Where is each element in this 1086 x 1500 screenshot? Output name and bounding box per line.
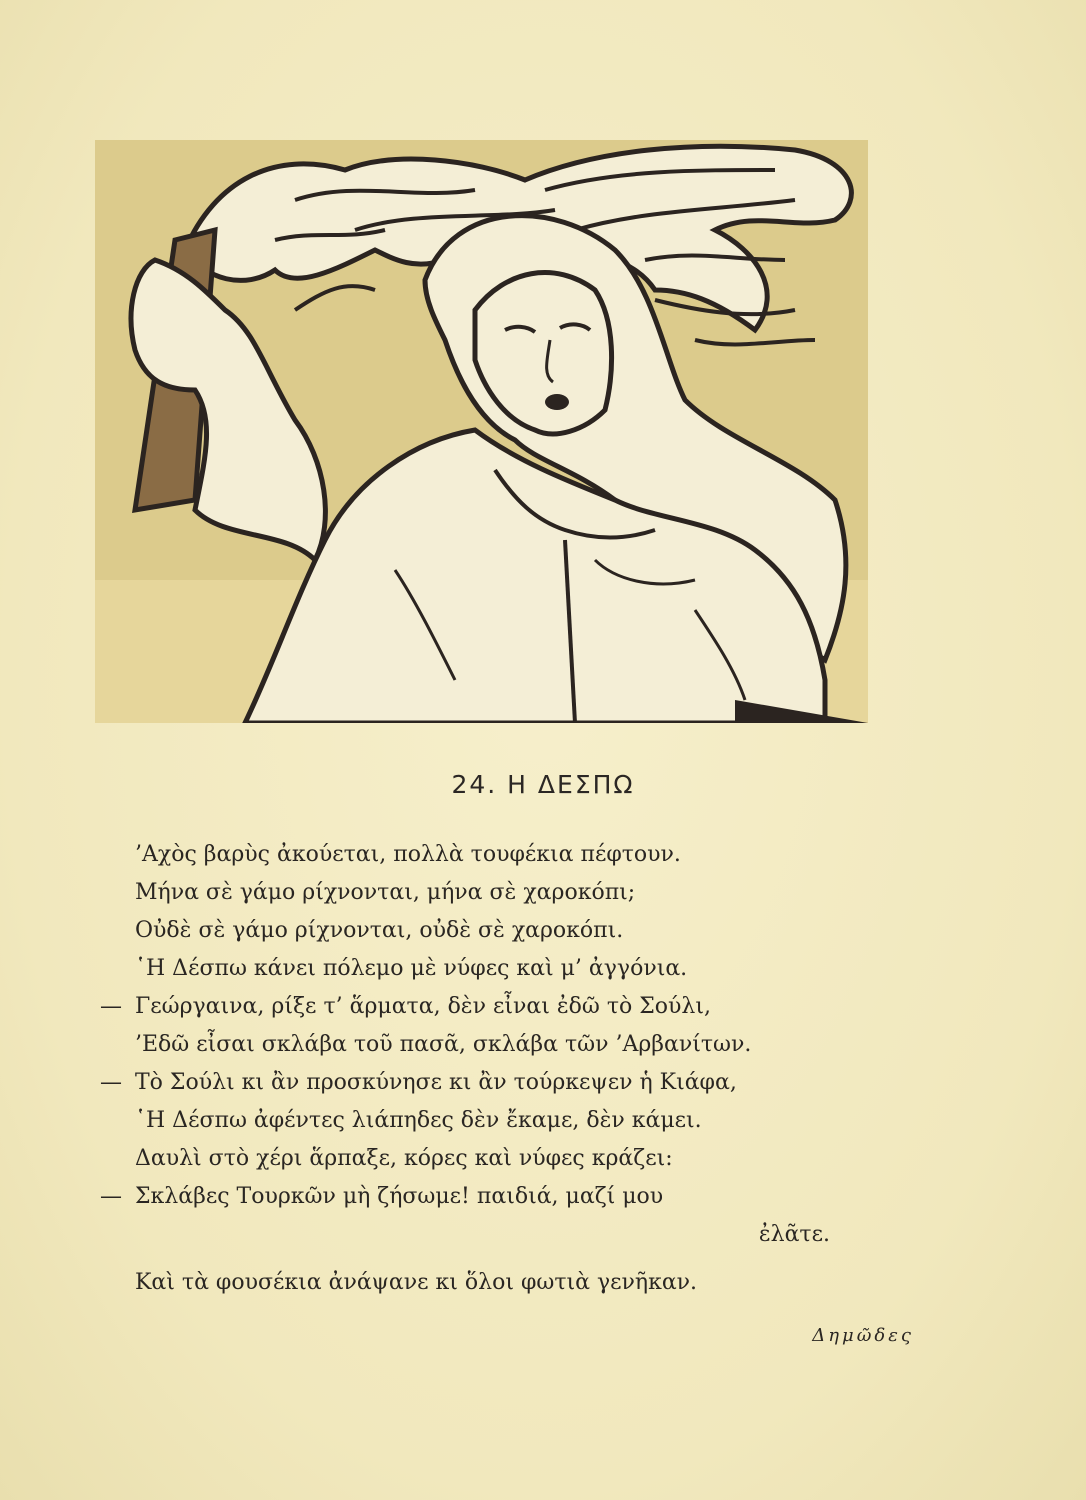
- poem-line: [100, 988, 930, 1026]
- poem-line: [100, 1140, 930, 1178]
- line-text: ’Εδῶ εἶσαι σκλάβα τοῦ πασᾶ, σκλάβα τῶν ’Αρβανίτων.: [135, 1032, 752, 1057]
- poem-line: [100, 1102, 930, 1140]
- woman-with-torch-image: [95, 140, 868, 723]
- poem-line: [100, 912, 930, 950]
- poem-title: 24. Η ΔΕΣΠΩ: [451, 770, 635, 799]
- line-text: ῾Η Δέσπω ἀφέντες λιάπηδες δὲν ἔκαμε, δὲν κάμει.: [135, 1108, 702, 1133]
- line-text: Σκλάβες Τουρκῶν μὴ ζήσωμε! παιδιά, μαζί μου: [135, 1184, 664, 1209]
- poem-final-line: [100, 1264, 930, 1302]
- poem-line: [100, 836, 930, 874]
- woodcut-illustration: [95, 140, 868, 723]
- poem-line: [100, 1064, 930, 1102]
- poem-line-continuation: [100, 1216, 930, 1254]
- poem-line: [100, 1026, 930, 1064]
- dialogue-dash: —: [100, 1070, 122, 1095]
- line-text: Καὶ τὰ φουσέκια ἀνάψανε κι ὅλοι φωτιὰ γενῆκαν.: [135, 1270, 698, 1295]
- poem-line: [100, 1178, 930, 1216]
- poem-line: [100, 874, 930, 912]
- poem-line: [100, 950, 930, 988]
- line-text: Τὸ Σούλι κι ἂν προσκύνησε κι ἂν τούρκεψεν ἡ Κιάφα,: [135, 1070, 737, 1095]
- line-text: Οὐδὲ σὲ γάμο ρίχνονται, οὐδὲ σὲ χαροκόπι.: [135, 918, 624, 943]
- line-text: ’Αχὸς βαρὺς ἀκούεται, πολλὰ τουφέκια πέφτουν.: [135, 842, 681, 867]
- dialogue-dash: —: [100, 1184, 122, 1209]
- line-text: ῾Η Δέσπω κάνει πόλεμο μὲ νύφες καὶ μ’ ἀγγόνια.: [135, 956, 688, 981]
- attribution: Δημῶδες: [812, 1325, 914, 1346]
- line-text: Δαυλὶ στὸ χέρι ἅρπαξε, κόρες καὶ νύφες κράζει:: [135, 1146, 673, 1171]
- line-text: ἐλᾶτε.: [758, 1222, 830, 1247]
- line-text: Μήνα σὲ γάμο ρίχνονται, μήνα σὲ χαροκόπι;: [135, 880, 636, 905]
- dialogue-dash: —: [100, 994, 122, 1019]
- line-text: Γεώργαινα, ρίξε τ’ ἅρματα, δὲν εἶναι ἐδῶ τὸ Σούλι,: [135, 994, 711, 1019]
- poem-body: [100, 836, 930, 1302]
